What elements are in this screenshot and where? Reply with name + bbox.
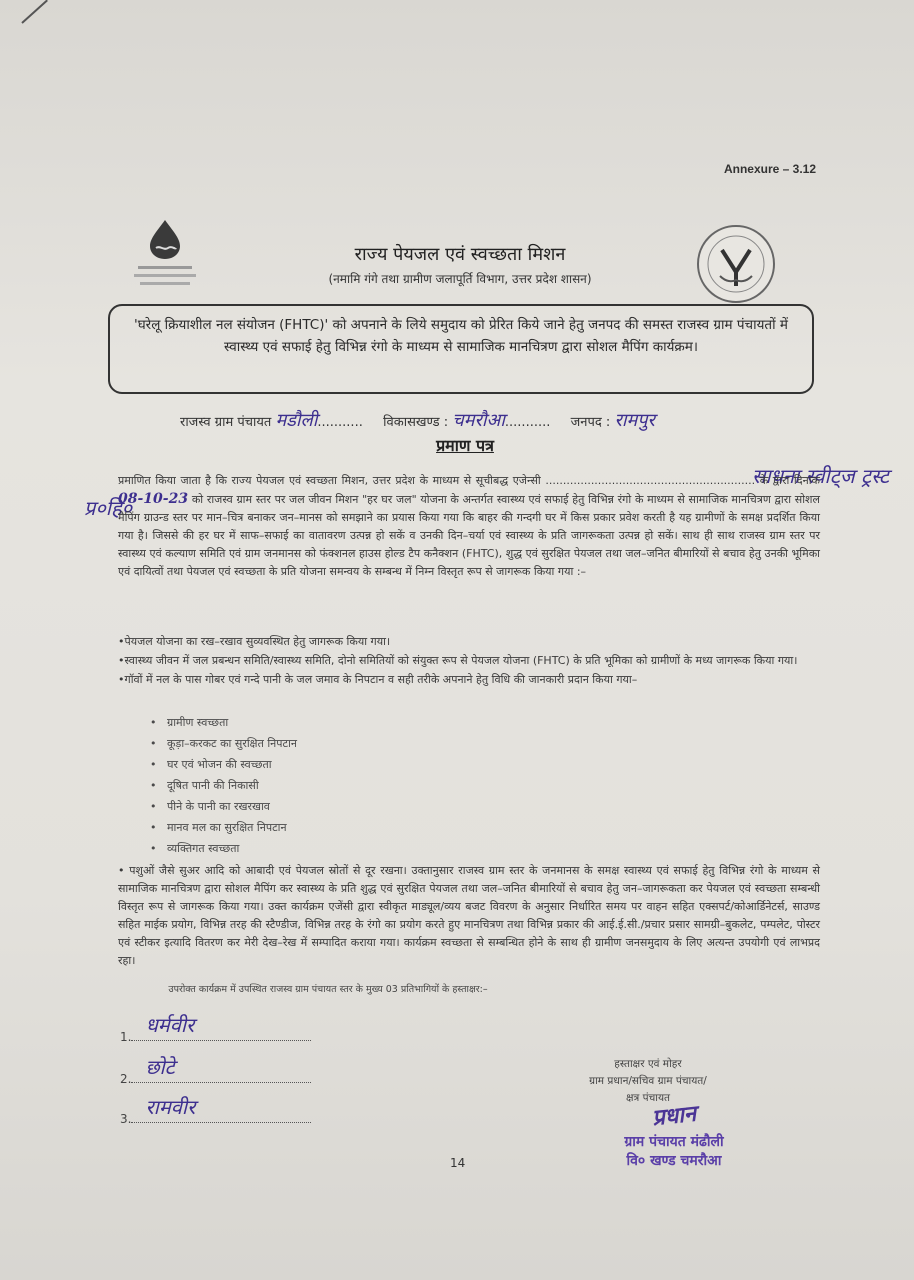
district-value: रामपुर	[614, 410, 655, 431]
handwritten-date: 08-10-23	[118, 491, 189, 507]
sub-bullet-list	[150, 712, 810, 859]
signatory-line-2: 2. छोटे	[120, 1072, 320, 1086]
stamp-line: ग्राम पंचायत मंढौली	[624, 1134, 724, 1150]
pen-mark	[21, 0, 48, 24]
jal-mission-logo-icon	[120, 212, 210, 292]
main-bullet-list	[118, 632, 818, 689]
pradhan-signature: प्रधान	[650, 1100, 698, 1132]
officer-line: हस्ताक्षर एवं मोहर	[614, 1058, 682, 1070]
block-dots: ...........	[504, 415, 551, 430]
signatory-name: छोटे	[145, 1055, 175, 1079]
mission-title: राज्य पेयजल एवं स्वच्छता मिशन	[354, 244, 566, 265]
certificate-body	[118, 472, 820, 581]
sub-bullet-item: • ग्रामीण स्वच्छता	[150, 712, 810, 733]
panchayat-value: मडौली	[275, 410, 318, 431]
page-number: 14	[450, 1156, 466, 1170]
sub-bullet-item: • व्यक्तिगत स्वच्छता	[150, 838, 810, 859]
signatory-name: रामवीर	[145, 1095, 196, 1119]
panchayat-dots: ...........	[317, 415, 363, 430]
signatory-line-3: 3. रामवीर	[120, 1112, 320, 1126]
bullet-item: • गॉवों में नल के पास गोबर एवं गन्दे पानी के जल जमाव के निपटान व सही तरीके अपनाने हेतु विधि की जानकारी प्रदान किया गया–	[118, 670, 818, 689]
body-part-2: को राजस्व ग्राम स्तर पर जल जीवन मिशन "हर घर जल" योजना के अन्तर्गत स्वास्थ्य एवं सफाई हेतु विभिन्न रंगो के माध्यम से सामाजिक मानचित्रण द्वारा सोशल मैपिंग ग्राउन्ड स्तर पर मान–चित्र बनाकर जन–मानस को समझाने का प्रयास किया गया कि बाहर की गन्दगी घर में किस प्रकार प्रवेश करती है यह ग्रामीणों के समक्ष प्रदर्शित किया गया है। जिससे की हर घर में साफ–सफाई का वातावरण उत्पन्न हो सकें व उनकी दिन–चर्या एवं स्वास्थ्य के प्रति जागरूकता उत्पन्न हो सकें। साथ ही साथ राजस्व ग्राम स्तर पर स्वास्थ्य एवं कल्याण समिति एवं ग्राम जनमानस को फंक्शनल हाउस होल्ड टैप कनैक्शन (FHTC), शुद्ध एवं सुरक्षित पेयजल तथा जल–जनित बीमारियों से बचाव हेतु उनकी भूमिका एवं दायित्वों तथा पेयजल एवं स्वच्छता के प्रति योजना समन्वय के सम्बन्ध में निम्न विस्तृत रूप से जागरूक किया गया :–	[118, 493, 820, 578]
certificate-title: प्रमाण पत्र	[436, 436, 494, 455]
signatory-name: धर्मवीर	[145, 1013, 195, 1037]
location-fields	[180, 408, 820, 432]
block-value: चमरौआ	[452, 410, 505, 431]
panchayat-label: राजस्व ग्राम पंचायत	[180, 415, 272, 430]
program-title-box: 'घरेलू क्रियाशील नल संयोजन (FHTC)' को अपनाने के लिये समुदाय को प्रेरित किये जाने हेतु जनपद की समस्त राजस्व ग्राम पंचायतों में स्वास्थ्य एवं सफाई हेतु विभिन्न रंगो के माध्यम से सामाजिक मानचित्रण द्वारा सोशल मैपिंग कार्यक्रम।	[108, 304, 814, 394]
handwritten-agency-name: साधना स्वीट्ज ट्रस्ट	[752, 464, 889, 488]
bullet-item: • पेयजल योजना का रख–रखाव सुव्यवस्थित हेतु जागरूक किया गया।	[118, 632, 818, 651]
district-label: जनपद :	[570, 415, 611, 430]
official-stamp	[574, 1100, 774, 1170]
sub-bullet-item: • घर एवं भोजन की स्वच्छता	[150, 754, 810, 775]
block-label: विकासखण्ड :	[383, 415, 449, 430]
signatories-caption: उपरोक्त कार्यक्रम में उपस्थित राजस्व ग्राम पंचायत स्तर के मुख्य 03 प्रतिभागियों के हस्ताक्षर:–	[168, 984, 488, 995]
officer-line: ग्राम प्रधान/सचिव ग्राम पंचायत/	[589, 1075, 707, 1087]
mission-subtitle: (नमामि गंगे तथा ग्रामीण जलापूर्ति विभाग, उत्तर प्रदेश शासन)	[328, 272, 592, 286]
conclusion-paragraph: • पशुओं जैसे सुअर आदि को आबादी एवं पेयजल स्रोतों से दूर रखना। उक्तानुसार राजस्व ग्राम स्तर के जनमानस के समक्ष स्वास्थ्य एवं सफाई हेतु विभिन्न रंगो के माध्यम से सामाजिक मानचित्रण द्वारा सोशल मैपिंग कर स्वास्थ्य के प्रति शुद्ध एवं सुरक्षित पेयजल तथा जल–जनित बीमारियों से बचाव हेतु जन–जागरूकता कर पेयजल एवं स्वच्छता सम्बन्धी विस्तृत रूप से जागरूक किया गया। उक्त कार्यक्रम एजेंसी द्वारा स्वीकृत माड्यूल/व्यय बजट विवरण के अनुसार निर्धारित समय पर वाहन सहित एक्सपर्ट/कोआर्डिनेटर्स, साउण्ड सहित माईक प्रयोग, विभिन्न तरह की स्टैण्डीज, विभिन्न तरह के रंगो का प्रयोग करते हुए मानचित्रण तथा विभिन्न प्रकार की आई.ई.सी./प्रचार प्रसार सामग्री–बुकलेट, पम्पलेट, पोस्टर एवं स्टीकर इत्यादि वितरण कर मेरी देख–रेख में सम्पादित कराया गया। कार्यक्रम स्वच्छता से सम्बन्धित होने के साथ ही ग्रामीण जनसमुदाय के लिए अत्यन्त उपयोगी एवं लाभप्रद रहा।	[118, 864, 821, 967]
sub-bullet-item: • कूड़ा–करकट का सुरक्षित निपटान	[150, 733, 810, 754]
handwritten-margin-note: प्र०हि०	[84, 496, 132, 520]
up-government-seal-icon	[692, 222, 780, 306]
annexure-label: Annexure – 3.12	[723, 162, 816, 176]
body-part-1: प्रमाणित किया जाता है कि राज्य पेयजल एवं स्वच्छता मिशन, उत्तर प्रदेश के माध्यम से सूचीबद्ध एजेन्सी ............................................................ के द्वारा दिनांक	[118, 474, 820, 487]
sub-bullet-item: • दूषित पानी की निकासी	[150, 775, 810, 796]
bullet-item: • स्वास्थ्य जीवन में जल प्रबन्धन समिति/स्वास्थ्य समिति, दोनो समितियों को संयुक्त रूप से पेयजल योजना (FHTC) के प्रति भूमिका को ग्रामीणों के मध्य जागरूक किया गया।	[118, 651, 818, 670]
sub-bullet-item: • पीने के पानी का रखरखाव	[150, 796, 810, 817]
officer-line: क्षत्र पंचायत	[625, 1092, 671, 1104]
sub-bullet-item: • मानव मल का सुरक्षित निपटान	[150, 817, 810, 838]
signatory-line-1: 1. धर्मवीर	[120, 1030, 320, 1044]
stamp-line: वि० खण्ड चमरौआ	[626, 1153, 722, 1169]
